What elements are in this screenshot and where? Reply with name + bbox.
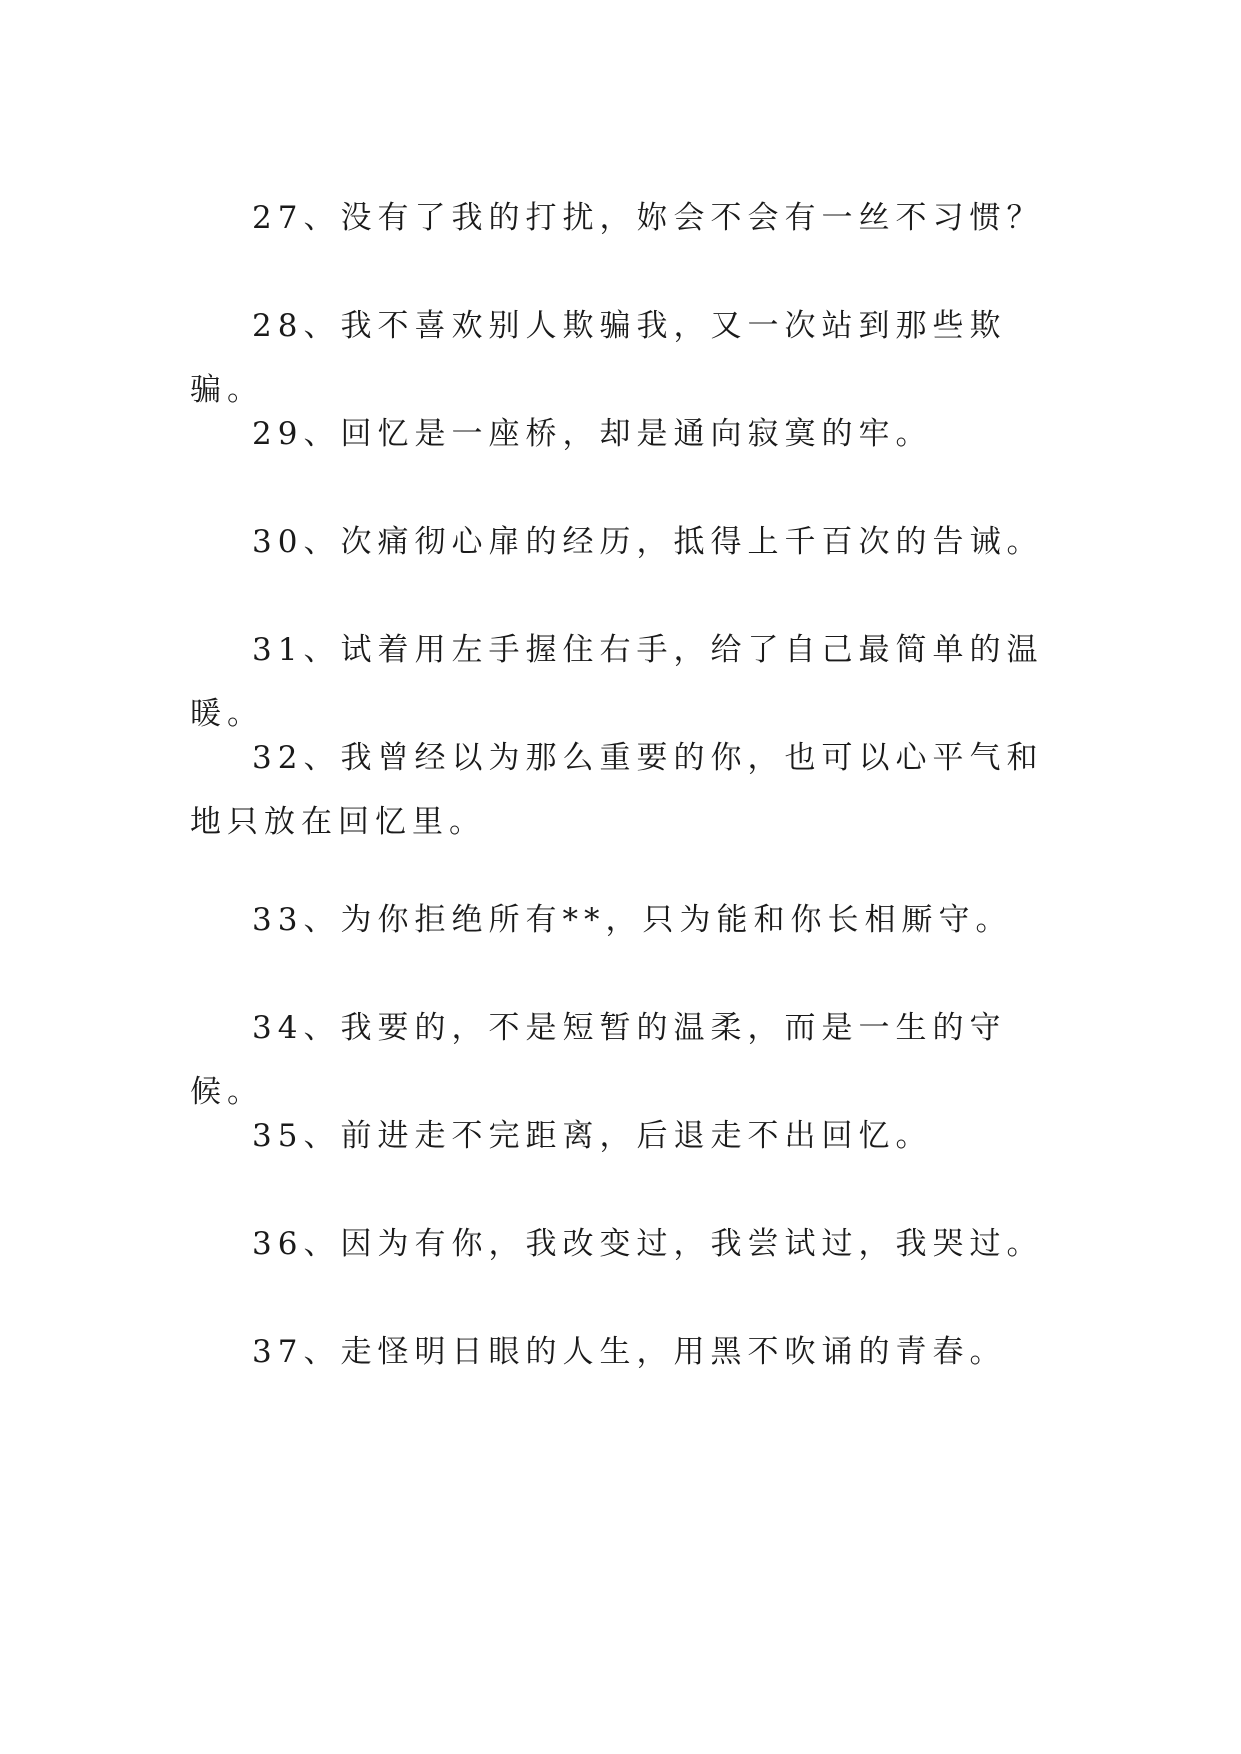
paragraph-33: 33、为你拒绝所有**，只为能和你长相厮守。 xyxy=(252,902,1013,938)
paragraph-29: 29、回忆是一座桥，却是通向寂寞的牢。 xyxy=(252,416,933,452)
paragraph-32: 32、我曾经以为那么重要的你，也可以心平气和地只放在回忆里。 xyxy=(190,740,1044,840)
paragraph-35: 35、前进走不完距离，后退走不出回忆。 xyxy=(252,1118,933,1154)
paragraph-28: 28、我不喜欢别人欺骗我，又一次站到那些欺骗。 xyxy=(190,308,1007,408)
paragraph-37: 37、走怪明日眼的人生，用黑不吹诵的青春。 xyxy=(252,1334,1007,1370)
paragraph-30: 30、次痛彻心扉的经历，抵得上千百次的告诫。 xyxy=(252,524,1044,560)
paragraph-36: 36、因为有你，我改变过，我尝试过，我哭过。 xyxy=(252,1226,1044,1262)
paragraph-31: 31、试着用左手握住右手，给了自己最简单的温暖。 xyxy=(190,632,1044,732)
paragraph-27: 27、没有了我的打扰，妳会不会有一丝不习惯？ xyxy=(252,200,1044,236)
paragraph-34: 34、我要的，不是短暂的温柔，而是一生的守候。 xyxy=(190,1010,1007,1110)
